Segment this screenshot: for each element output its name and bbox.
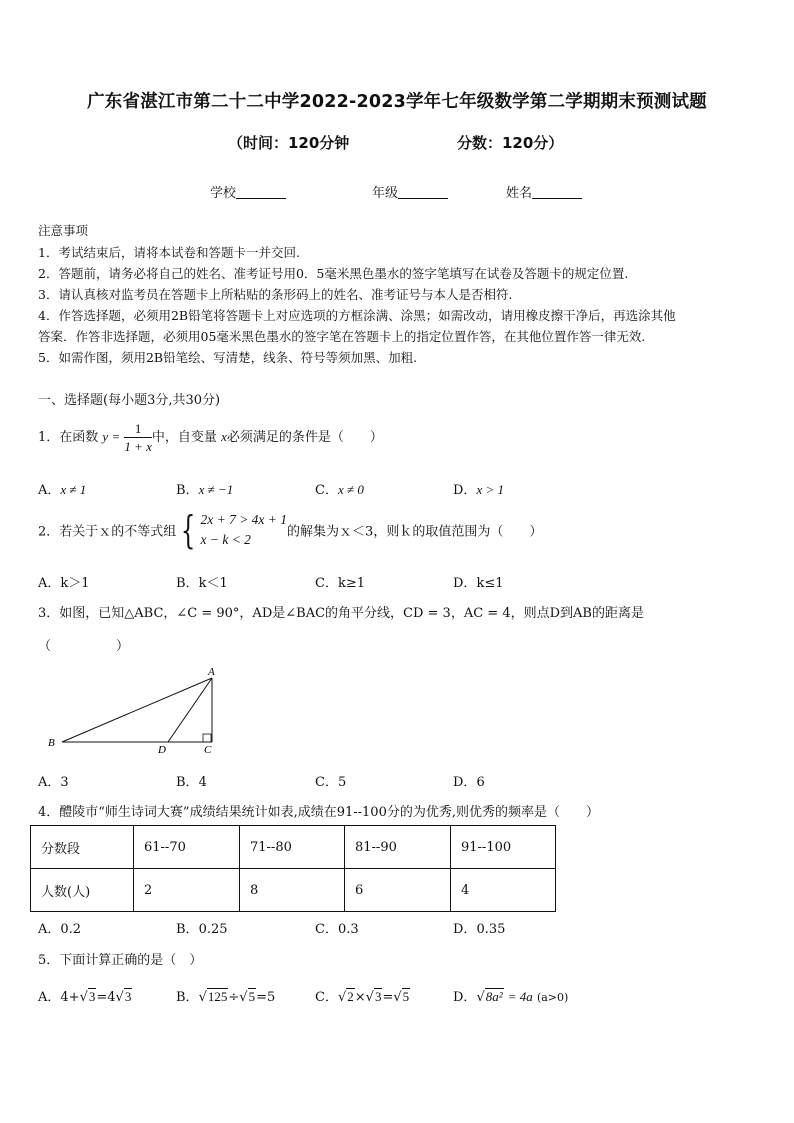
sqrt-icon: √	[115, 990, 124, 1005]
school-label: 学校	[210, 186, 237, 201]
notice-item: 答案．作答非选择题，必须用05毫米黑色墨水的签字笔在答题卡上的指定位置作答，在其他位置作答一律无效.	[38, 329, 646, 344]
q2-option-c: C．k≥1	[315, 576, 365, 591]
table-cell: 4	[451, 869, 556, 912]
q5-option-a: A．4+√3=4√3	[38, 989, 132, 1005]
question-3: 3．如图，已知△ABC，∠C = 90°，AD是∠BAC的角平分线，CD = 3，AC = 4，则点D到AB的距离是	[38, 606, 644, 621]
sqrt-icon: √	[337, 990, 347, 1005]
table-cell: 人数(人)	[31, 869, 134, 912]
exam-title: 广东省湛江市第二十二中学2022-2023学年七年级数学第二学期期末预测试题	[87, 92, 707, 112]
q2-prefix: 2．若关于ｘ的不等式组	[38, 524, 177, 540]
q1-var: x	[221, 429, 227, 444]
label-b: B	[48, 737, 55, 749]
name-field	[506, 182, 582, 201]
q5-option-d: D．√8a² = 4a (a>0)	[453, 989, 569, 1005]
q4-option-b: B．0.25	[176, 922, 228, 937]
notice-item: 4．作答选择题，必须用2B铅笔将答题卡上对应选项的方框涂满、涂黑；如需改动，请用橡皮擦干净后，再选涂其他	[38, 308, 676, 323]
label-a: A	[208, 666, 215, 678]
q3-option-c: C．5	[315, 775, 347, 790]
table-cell: 2	[134, 869, 240, 912]
exam-score: 分数：120分）	[457, 134, 564, 152]
sqrt-icon: √	[79, 990, 88, 1005]
q4-option-a: A．0.2	[38, 922, 82, 937]
right-angle-icon	[203, 734, 211, 742]
notice-item: 3．请认真核对监考员在答题卡上所粘贴的条形码上的姓名、准考证号与本人是否相符.	[38, 287, 513, 302]
q2-line2: x − k < 2	[200, 532, 251, 547]
question-4: 4．醴陵市“师生诗词大赛”成绩结果统计如表,成绩在91--100分的为优秀,则优秀的频率是（ ）	[38, 805, 599, 820]
q1-denominator: 1 + x	[124, 439, 152, 454]
q4-option-c: C．0.3	[315, 922, 359, 937]
notice-item: 1．考试结束后，请将本试卷和答题卡一并交回.	[38, 245, 300, 260]
table-cell: 61--70	[134, 826, 240, 869]
q1-option-c: C．x ≠ 0	[315, 482, 364, 498]
sqrt-icon: √	[198, 990, 207, 1005]
q1-option-d: D．x > 1	[453, 482, 504, 498]
q3-option-a: A．3	[38, 775, 69, 790]
sqrt-icon: √	[476, 990, 485, 1005]
table-cell: 6	[345, 869, 451, 912]
sqrt-icon: √	[239, 990, 248, 1005]
question-2	[38, 510, 542, 550]
q3-option-b: B．4	[176, 775, 207, 790]
label-d: D	[158, 744, 166, 756]
question-5: 5．下面计算正确的是（ ）	[38, 953, 203, 968]
name-blank	[532, 185, 582, 199]
q2-line1: 2x + 7 > 4x + 1	[200, 512, 288, 527]
table-cell: 91--100	[451, 826, 556, 869]
q1-option-a: A．x ≠ 1	[38, 482, 87, 498]
q1-numerator: 1	[124, 420, 152, 438]
notice-item: 5．如需作图，须用2B铅笔绘、写清楚，线条、符号等须加黑、加粗.	[38, 350, 418, 365]
table-row	[31, 826, 556, 869]
section-heading: 一、选择题(每小题3分,共30分)	[38, 393, 221, 408]
question-1	[38, 420, 383, 455]
q1-suffix: 中，自变量	[151, 430, 217, 445]
q1-option-b: B．x ≠ −1	[176, 482, 234, 498]
q1-y-eq: y =	[102, 429, 121, 444]
q2-option-d: D．k≤1	[453, 576, 504, 591]
q1-suffix2: 必须满足的条件是（ ）	[226, 430, 383, 445]
table-cell: 8	[240, 869, 345, 912]
score-table	[30, 825, 556, 912]
table-row	[31, 869, 556, 912]
notice-item: 2．答题前，请务必将自己的姓名、准考证号用0．5毫米黑色墨水的签字笔填写在试卷及答题卡的规定位置.	[38, 266, 629, 281]
q1-prefix: 1．在函数	[38, 430, 99, 445]
brace-icon: {	[181, 508, 196, 552]
grade-field	[372, 182, 448, 201]
q2-option-a: A．k＞1	[38, 576, 90, 591]
school-field	[210, 182, 286, 201]
triangle-figure	[40, 664, 230, 756]
name-label: 姓名	[506, 186, 533, 201]
school-blank	[236, 185, 286, 199]
q2-option-b: B．k＜1	[176, 576, 228, 591]
table-cell: 分数段	[31, 826, 134, 869]
q4-option-d: D．0.35	[453, 922, 506, 937]
sqrt-icon: √	[393, 990, 402, 1005]
label-c: C	[204, 744, 212, 756]
notice-heading: 注意事项	[38, 223, 89, 238]
q3-answer-paren: （ ）	[38, 639, 130, 654]
table-cell: 81--90	[345, 826, 451, 869]
q2-system	[200, 510, 287, 550]
q5-option-c: C．√2×√3=√5	[315, 989, 410, 1005]
q2-suffix: 的解集为ｘ＜3，则ｋ的取值范围为（ ）	[287, 524, 543, 540]
grade-blank	[398, 185, 448, 199]
sqrt-icon: √	[365, 990, 374, 1005]
exam-time: （时间：120分钟	[228, 134, 350, 152]
q5-option-b: B．√125÷√5=5	[176, 989, 276, 1005]
q1-fraction	[124, 420, 152, 455]
table-cell: 71--80	[240, 826, 345, 869]
q3-option-d: D．6	[453, 775, 485, 790]
grade-label: 年级	[372, 186, 399, 201]
